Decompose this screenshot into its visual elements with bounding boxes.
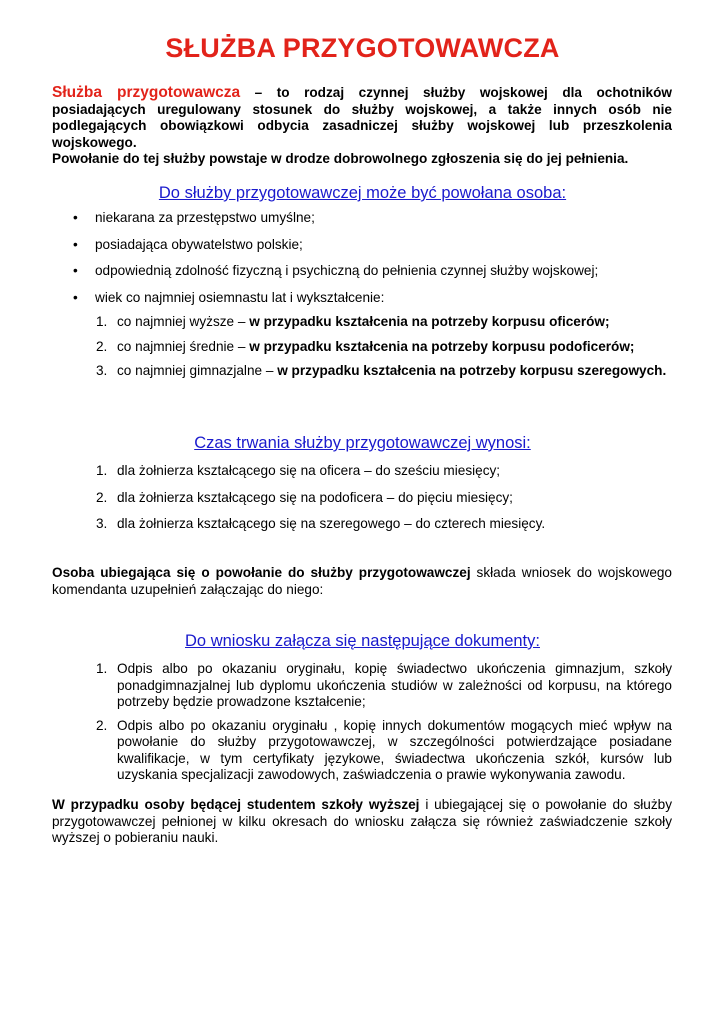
- duration-list: [52, 463, 672, 541]
- intro-line2: Powołanie do tej służby powstaje w drodze dobrowolnego zgłoszenia się do jej pełnienia.: [52, 151, 629, 166]
- education-sublist: [52, 314, 672, 380]
- section-heading-duration: Czas trwania służby przygotowawczej wynosi:: [194, 434, 531, 452]
- list-item: 2. Odpis albo po okazaniu oryginału , kopię innych dokumentów mogących mieć wpływ na powołanie do służby przygotowawczej, w szczególności potwierdzające posiadane kwalifikacje, w tym certyfikaty językowe, świadectwa ukończenia szkół, kursów lub uzyskania specjalizacji zawodowych, zaświadczenia o prawie wykonywania zawodu.: [96, 717, 672, 782]
- list-item: 2. co najmniej średnie – w przypadku kształcenia na potrzeby korpusu podoficerów;: [96, 338, 635, 354]
- bullet-icon: •: [73, 210, 78, 225]
- bullet-icon: •: [73, 236, 78, 252]
- list-item: 2. dla żołnierza kształcącego się na podoficera – do pięciu miesięcy;: [96, 489, 513, 505]
- intro-term: Służba przygotowawcza: [52, 84, 241, 101]
- list-item: • odpowiednią zdolność fizyczną i psychiczną do pełnienia czynnej służby wojskowej;: [73, 263, 599, 278]
- list-item: 3. co najmniej gimnazjalne – w przypadku kształcenia na potrzeby korpusu szeregowych.: [96, 363, 667, 378]
- list-item: • wiek co najmniej osiemnastu lat i wykształcenie: 1. co najmniej wyższe – w przypadku kształcenia na potrzeby korpusu oficerów; 2. co najmniej średnie – w przypadku kształcenia na potrzeby korpusu podoficerów; 3. co najmniej gimnazjalne – w przypadku kształcenia na potrzeby korpusu szeregowych.: [52, 290, 672, 380]
- list-item: 1. dla żołnierza kształcącego się na oficera – do sześciu miesięcy;: [96, 463, 501, 478]
- documents-list: [52, 661, 672, 792]
- student-paragraph: W przypadku osoby będącej studentem szkoły wyższej i ubiegającej się o powołanie do służby przygotowawczej pełnionej w kilku okresach do wniosku załącza się również zaświadczenie szkoły wyższej o pobieraniu nauki.: [52, 797, 673, 845]
- list-item: • posiadająca obywatelstwo polskie;: [73, 236, 303, 252]
- section-heading-documents: Do wniosku załącza się następujące dokumenty:: [185, 632, 540, 650]
- intro-paragraph: [52, 85, 672, 168]
- section-heading-eligibility: Do służby przygotowawczej może być powołana osoba:: [158, 184, 567, 202]
- bullet-icon: •: [73, 289, 78, 305]
- bullet-icon: •: [73, 263, 78, 278]
- eligibility-list: [52, 210, 672, 390]
- intro-definition: – to rodzaj czynnej służby wojskowej dla ochotników posiadających uregulowany stosunek do służby wojskowej, a także innych osób nie podlegających obowiązkowi odbycia zasadniczej służby wojskowej lub przeszkolenia wojskowego.: [52, 85, 672, 150]
- list-item: • niekarana za przestępstwo umyślne;: [73, 210, 315, 225]
- list-item: 1. Odpis albo po okazaniu oryginału, kopię świadectwo ukończenia gimnazjum, szkoły ponadgimnazjalnej lub dyplomu ukończenia studiów w zależności od korpusu, na którego potrzeby będzie prowadzone kształcenie;: [96, 661, 672, 709]
- list-item: 3. dla żołnierza kształcącego się na szeregowego – do czterech miesięcy.: [96, 516, 546, 531]
- application-paragraph: Osoba ubiegająca się o powołanie do służby przygotowawczej składa wniosek do wojskowego komendanta uzupełnień załączając do niego:: [52, 565, 672, 597]
- list-item: 1. co najmniej wyższe – w przypadku kształcenia na potrzeby korpusu oficerów;: [96, 314, 610, 329]
- page-title: SŁUŻBA PRZYGOTOWAWCZA: [165, 33, 560, 63]
